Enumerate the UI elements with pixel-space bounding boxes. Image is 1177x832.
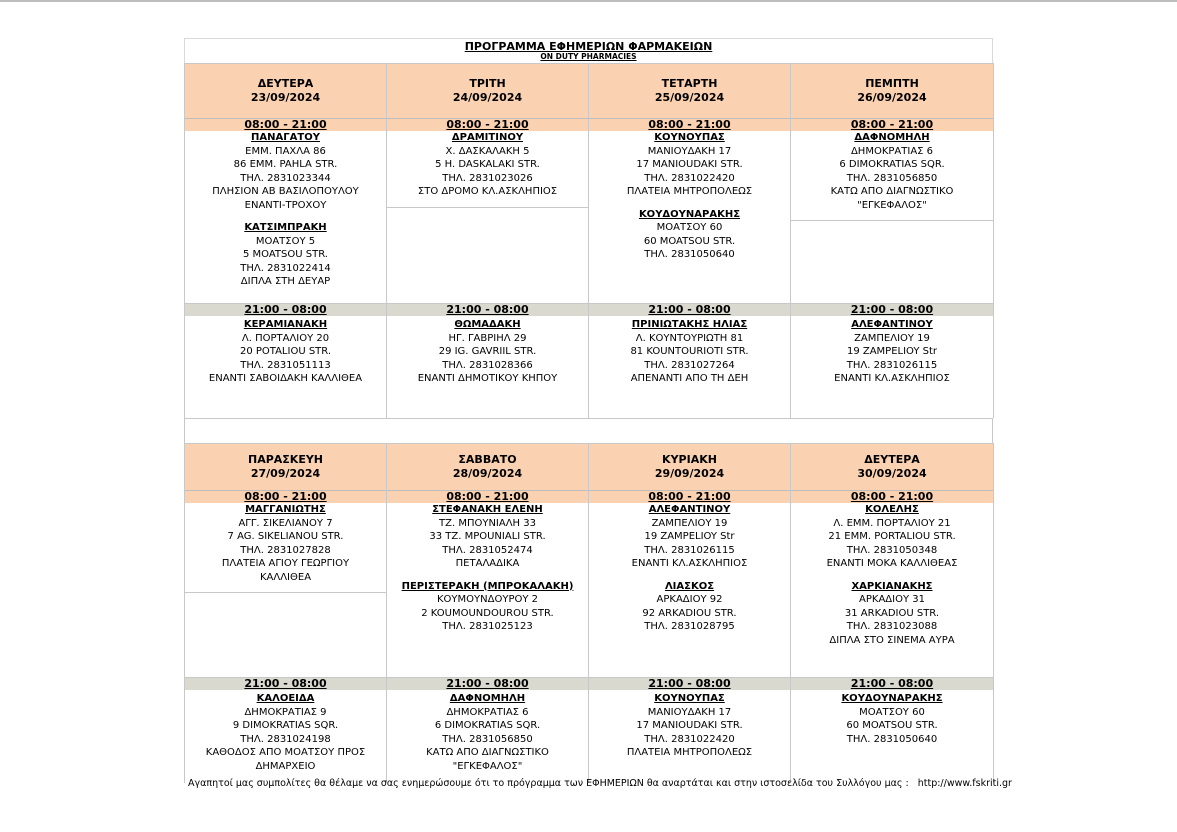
pharmacy-block: [791, 503, 993, 571]
day-column: [387, 63, 589, 418]
pharmacy-info-line: 7 AG. SIKELIANOU STR.: [227, 531, 344, 542]
pharmacy-info-line: ΑΠΕΝΑΝΤΙ ΑΠΟ ΤΗ ΔΕΗ: [630, 373, 749, 384]
pharmacy-name: ΔΑΦΝΟΜΗΛΗ: [854, 132, 930, 143]
pharmacy-info-line: 5 H. DASKALAKI STR.: [435, 159, 540, 170]
pharmacy-info-line: ΤΖ. ΜΠΟΥΝΙΑΛΗ 33: [439, 517, 536, 529]
spacer: [387, 571, 588, 580]
day-shift-cell: [387, 131, 588, 303]
pharmacy-name: ΚΕΡΑΜΙΑΝΑΚΗ: [243, 319, 328, 330]
pharmacy-info-line: 19 ZAMPELIOY Str: [644, 531, 735, 542]
day-header: [589, 63, 790, 118]
night-shift-label: 21:00 - 08:00: [387, 677, 588, 690]
pharmacy-info-line: ΜΟΑΤΣΟΥ 5: [255, 235, 316, 247]
pharmacy-info-line: ΗΓ. ΓΑΒΡΙΗΛ 29: [448, 332, 527, 344]
pharmacy-name: ΔΡΑΜΙΤΙΝΟΥ: [451, 132, 524, 143]
pharmacy-info-line: ΤΗΛ. 2831050640: [644, 249, 735, 260]
pharmacy-info-line: "ΕΓΚΕΦΑΛΟΣ": [857, 199, 927, 211]
week-2-grid: [184, 443, 993, 783]
night-shift-label: 21:00 - 08:00: [185, 303, 386, 316]
pharmacy-info-line: ΤΗΛ. 2831023026: [442, 172, 533, 184]
footer-url-link[interactable]: http://www.fskriti.gr: [917, 778, 1012, 789]
day-date: 26/09/2024: [857, 91, 927, 104]
pharmacy-info-line: ΚΟΥΜΟΥΝΔΟΥΡΟΥ 2: [437, 594, 538, 605]
pharmacy-info-line: ΠΛΑΤΕΙΑ ΑΓΙΟΥ ΓΕΩΡΓΙΟΥ: [221, 558, 350, 569]
day-date: 27/09/2024: [250, 467, 321, 480]
night-shift-label: 21:00 - 08:00: [185, 677, 386, 690]
night-shift-label: 21:00 - 08:00: [791, 303, 993, 316]
pharmacy-info-line: ΠΛΗΣΙΟΝ ΑΒ ΒΑΣΙΛΟΠΟΥΛΟΥ: [212, 186, 359, 197]
day-date: 24/09/2024: [452, 91, 523, 104]
day-header: [185, 63, 386, 118]
pharmacy-info-line: ΤΗΛ. 2831028795: [644, 621, 735, 632]
pharmacy-info-line: ΚΑΘΟΔΟΣ ΑΠΟ ΜΟΑΤΣΟΥ ΠΡΟΣ: [205, 747, 366, 758]
pharmacy-info-line: ΤΗΛ. 2831023088: [846, 621, 938, 632]
pharmacy-info-line: ΚΑΤΩ ΑΠΟ ΔΙΑΓΝΩΣΤΙΚΟ: [426, 747, 549, 758]
pharmacy-block: [589, 692, 790, 760]
pharmacy-name: ΘΩΜΑΔΑΚΗ: [454, 319, 521, 330]
pharmacy-block: [185, 318, 386, 386]
day-header: [589, 443, 790, 490]
night-shift-label: 21:00 - 08:00: [589, 303, 790, 316]
pharmacy-info-line: 5 MOATSOU STR.: [243, 249, 328, 260]
night-shift-cell: [791, 690, 993, 783]
cell-divider: [387, 207, 588, 208]
week-1-grid: [184, 63, 993, 418]
pharmacy-info-line: ΠΛΑΤΕΙΑ ΜΗΤΡΟΠΟΛΕΩΣ: [626, 186, 753, 197]
pharmacy-info-line: ΤΗΛ. 2831022420: [644, 172, 735, 184]
pharmacy-block: [387, 692, 588, 773]
day-date: 29/09/2024: [654, 467, 725, 480]
pharmacy-info-line: 19 ZAMPELIOY Str: [846, 346, 938, 357]
pharmacy-info-line: ΤΗΛ. 2831023344: [240, 172, 331, 184]
pharmacy-info-line: ΔΙΠΛΑ ΣΤΗ ΔΕΥΑΡ: [240, 276, 331, 287]
pharmacy-info-line: Λ. ΕΜΜ. ΠΟΡΤΑΛΙΟΥ 21: [833, 517, 951, 529]
day-name: ΣΑΒΒΑΤΟ: [458, 453, 517, 466]
night-shift-label: 21:00 - 08:00: [387, 303, 588, 316]
day-date: 28/09/2024: [452, 467, 523, 480]
pharmacy-block: [387, 580, 588, 634]
title-box: [184, 38, 993, 63]
spacer: [185, 212, 386, 221]
pharmacy-info-line: ΜΑΝΙΟΥΔΑΚΗ 17: [647, 145, 732, 157]
pharmacy-info-line: Χ. ΔΑΣΚΑΛΑΚΗ 5: [445, 145, 530, 157]
pharmacy-block: [791, 692, 993, 746]
night-shift-cell: [791, 316, 993, 418]
day-name: ΔΕΥΤΕΡΑ: [864, 453, 920, 466]
page-subtitle: ON DUTY PHARMACIES: [540, 52, 637, 61]
day-name: ΤΡΙΤΗ: [469, 77, 506, 90]
footer-note: [188, 778, 1012, 789]
pharmacy-info-line: ΕΝΑΝΤΙ-ΤΡΟΧΟΥ: [244, 199, 327, 211]
day-shift-label: 08:00 - 21:00: [791, 490, 993, 503]
day-column: [791, 443, 994, 783]
pharmacy-info-line: 21 EMM. PORTALIOU STR.: [828, 531, 956, 542]
pharmacy-info-line: ΕΜΜ. ΠΑΧΛΑ 86: [245, 145, 326, 157]
pharmacy-info-line: ΖΑΜΠΕΛΙΟΥ 19: [854, 332, 930, 344]
pharmacy-name: ΛΙΑΣΚΟΣ: [664, 580, 715, 592]
pharmacy-info-line: ΚΑΛΛΙΘΕΑ: [259, 571, 312, 583]
pharmacy-block: [387, 318, 588, 386]
night-shift-label: 21:00 - 08:00: [791, 677, 993, 690]
pharmacy-info-line: ΠΕΤΑΛΑΔΙΚΑ: [455, 558, 520, 569]
pharmacy-block: [589, 131, 790, 199]
day-header: [387, 63, 588, 118]
pharmacy-info-line: ΤΗΛ. 2831056850: [846, 172, 938, 184]
pharmacy-info-line: Λ. ΠΟΡΤΑΛΙΟΥ 20: [241, 332, 330, 344]
pharmacy-name: ΚΟΥΔΟΥΝΑΡΑΚΗΣ: [841, 693, 943, 704]
cell-divider: [185, 592, 386, 593]
pharmacy-name: ΠΑΝΑΓΑΤΟΥ: [251, 132, 320, 143]
day-name: ΔΕΥΤΕΡΑ: [257, 77, 314, 90]
pharmacy-info-line: ΑΡΚΑΔΙΟΥ 31: [859, 594, 925, 605]
pharmacy-info-line: 9 DIMOKRATIAS SQR.: [232, 720, 339, 731]
pharmacy-name: ΚΟΛΕΛΗΣ: [865, 504, 919, 515]
pharmacy-block: [185, 503, 386, 584]
pharmacy-info-line: 92 ARKADIOU STR.: [642, 607, 737, 619]
pharmacy-block: [387, 131, 588, 199]
day-header: [791, 443, 993, 490]
pharmacy-info-line: 60 MOATSOU STR.: [846, 720, 938, 731]
pharmacy-info-line: ΕΝΑΝΤΙ ΔΗΜΟΤΙΚΟΥ ΚΗΠΟΥ: [417, 373, 558, 384]
pharmacy-info-line: ΔΗΜΟΚΡΑΤΙΑΣ 6: [850, 145, 934, 157]
day-column: [589, 63, 791, 418]
day-column: [185, 443, 387, 783]
pharmacy-info-line: ΤΗΛ. 2831056850: [442, 733, 533, 745]
pharmacy-name: ΚΑΤΣΙΜΠΡΑΚΗ: [244, 222, 327, 233]
pharmacy-info-line: ΕΝΑΝΤΙ ΚΛ.ΑΣΚΛΗΠΙΟΣ: [834, 373, 950, 384]
night-shift-cell: [185, 316, 386, 418]
pharmacy-info-line: 29 IG. GAVRIIL STR.: [438, 346, 537, 357]
pharmacy-info-line: ΤΗΛ. 2831026115: [846, 359, 938, 371]
pharmacy-info-line: ΔΗΜΟΚΡΑΤΙΑΣ 6: [446, 706, 529, 718]
pharmacy-info-line: ΤΗΛ. 2831051113: [240, 359, 331, 371]
pharmacy-info-line: 6 DIMOKRATIAS SQR.: [839, 159, 945, 170]
pharmacy-info-line: ΜΟΑΤΣΟΥ 60: [656, 222, 723, 233]
pharmacy-info-line: ΤΗΛ. 2831022414: [240, 262, 331, 274]
day-name: ΠΕΜΠΤΗ: [865, 77, 919, 90]
day-shift-cell: [589, 131, 790, 303]
pharmacy-info-line: ΠΛΑΤΕΙΑ ΜΗΤΡΟΠΟΛΕΩΣ: [626, 747, 753, 758]
pharmacy-name: ΠΕΡΙΣΤΕΡΑΚΗ (ΜΠΡΟΚΑΛΑΚΗ): [401, 580, 574, 592]
page-title: ΠΡΟΓΡΑΜΜΑ ΕΦΗΜΕΡΙΩΝ ΦΑΡΜΑΚΕΙΩΝ: [464, 40, 713, 53]
pharmacy-info-line: ΖΑΜΠΕΛΙΟΥ 19: [651, 517, 728, 529]
pharmacy-name: ΚΟΥΔΟΥΝΑΡΑΚΗΣ: [638, 208, 741, 220]
spacer: [589, 571, 790, 580]
day-date: 25/09/2024: [654, 91, 725, 104]
pharmacy-info-line: ΤΗΛ. 2831025123: [442, 621, 533, 632]
pharmacy-name: ΚΟΥΝΟΥΠΑΣ: [654, 132, 725, 143]
pharmacy-info-line: ΜΟΑΤΣΟΥ 60: [859, 706, 925, 718]
pharmacy-name: ΑΛΕΦΑΝΤΙΝΟΥ: [648, 504, 731, 515]
cell-divider: [791, 220, 993, 221]
day-date: 30/09/2024: [857, 467, 927, 480]
pharmacy-info-line: "ΕΓΚΕΦΑΛΟΣ": [452, 760, 523, 772]
pharmacy-info-line: 6 DIMOKRATIAS SQR.: [434, 720, 541, 731]
day-name: ΠΑΡΑΣΚΕΥΗ: [247, 453, 324, 466]
day-shift-label: 08:00 - 21:00: [387, 118, 588, 131]
pharmacy-info-line: ΤΗΛ. 2831050640: [846, 733, 938, 745]
day-date: 23/09/2024: [250, 91, 321, 104]
footer-text: Αγαπητοί μας συμπολίτες θα θέλαμε να σας ενημερώσουμε ότι το πρόγραμμα των ΕΦΗΜΕΡΙΩΝ θα αναρτάται και στην ιστοσελίδα του Συλλόγου μας :: [188, 778, 909, 789]
pharmacy-info-line: Λ. ΚΟΥΝΤΟΥΡΙΩΤΗ 81: [635, 332, 744, 344]
pharmacy-block: [185, 221, 386, 289]
pharmacy-info-line: 20 POTALIOU STR.: [239, 346, 332, 357]
pharmacy-block: [185, 131, 386, 212]
pharmacy-info-line: ΤΗΛ. 2831050348: [846, 544, 938, 556]
day-shift-cell: [185, 503, 386, 677]
night-shift-cell: [185, 690, 386, 783]
pharmacy-info-line: ΣΤΟ ΔΡΟΜΟ ΚΛ.ΑΣΚΛΗΠΙΟΣ: [417, 186, 558, 197]
pharmacy-info-line: ΜΑΝΙΟΥΔΑΚΗ 17: [647, 706, 732, 718]
day-name: ΚΥΡΙΑΚΗ: [662, 453, 717, 466]
day-shift-label: 08:00 - 21:00: [589, 118, 790, 131]
day-column: [589, 443, 791, 783]
pharmacy-info-line: 31 ARKADIOU STR.: [844, 607, 940, 619]
day-shift-label: 08:00 - 21:00: [387, 490, 588, 503]
pharmacy-info-line: 86 ΕΜΜ. PAHLA STR.: [233, 159, 338, 170]
pharmacy-info-line: ΕΝΑΝΤΙ ΜΟΚΑ ΚΑΛΛΙΘΕΑΣ: [826, 558, 958, 569]
day-shift-label: 08:00 - 21:00: [791, 118, 993, 131]
pharmacy-info-line: 81 KOUNTOURIOTI STR.: [630, 346, 749, 357]
day-shift-cell: [589, 503, 790, 677]
pharmacy-info-line: 2 KOUMOUNDOUROU STR.: [421, 607, 554, 619]
pharmacy-name: ΧΑΡΚΙΑΝΑΚΗΣ: [851, 580, 933, 592]
pharmacy-block: [589, 208, 790, 262]
spacer: [791, 571, 993, 580]
day-shift-cell: [791, 503, 993, 677]
pharmacy-info-line: ΤΗΛ. 2831024198: [240, 733, 331, 745]
pharmacy-block: [791, 318, 993, 386]
pharmacy-info-line: ΚΑΤΩ ΑΠΟ ΔΙΑΓΝΩΣΤΙΚΟ: [830, 186, 954, 197]
pharmacy-name: ΠΡΙΝΙΩΤΑΚΗΣ ΗΛΙΑΣ: [631, 319, 748, 330]
pharmacy-name: ΚΟΥΝΟΥΠΑΣ: [654, 693, 725, 704]
day-shift-label: 08:00 - 21:00: [185, 118, 386, 131]
pharmacy-info-line: ΤΗΛ. 2831027828: [240, 544, 331, 556]
pharmacy-info-line: 17 MANIOUDAKI STR.: [636, 720, 743, 731]
pharmacy-name: ΣΤΕΦΑΝΑΚΗ ΕΛΕΝΗ: [432, 504, 543, 515]
pharmacy-info-line: ΔΗΜΟΚΡΑΤΙΑΣ 9: [244, 706, 327, 718]
pharmacy-info-line: ΑΡΚΑΔΙΟΥ 92: [656, 594, 723, 605]
night-shift-cell: [387, 690, 588, 783]
pharmacy-info-line: ΕΝΑΝΤΙ ΚΛ.ΑΣΚΛΗΠΙΟΣ: [631, 558, 748, 569]
pharmacy-name: ΔΑΦΝΟΜΗΛΗ: [449, 693, 526, 704]
pharmacy-info-line: 33 TZ. MPOUNIALI STR.: [429, 531, 546, 542]
night-shift-cell: [589, 690, 790, 783]
pharmacy-info-line: 60 MOATSOU STR.: [643, 235, 736, 247]
pharmacy-info-line: ΕΝΑΝΤΙ ΣΑΒΟΙΔΑΚΗ ΚΑΛΛΙΘΕΑ: [208, 373, 363, 384]
day-header: [387, 443, 588, 490]
pharmacy-info-line: ΤΗΛ. 2831026115: [644, 544, 735, 556]
day-column: [185, 63, 387, 418]
pharmacy-info-line: ΔΙΠΛΑ ΣΤΟ ΣΙΝΕΜΑ ΑΥΡΑ: [829, 634, 955, 646]
night-shift-cell: [387, 316, 588, 418]
pharmacy-block: [589, 318, 790, 386]
pharmacy-info-line: ΑΓΓ. ΣΙΚΕΛΙΑΝΟΥ 7: [238, 517, 333, 529]
pharmacy-info-line: ΤΗΛ. 2831028366: [442, 359, 533, 371]
pharmacy-name: ΑΛΕΦΑΝΤΙΝΟΥ: [851, 319, 933, 330]
day-column: [387, 443, 589, 783]
pharmacy-info-line: ΤΗΛ. 2831052474: [442, 544, 533, 556]
day-shift-cell: [791, 131, 993, 303]
day-shift-cell: [387, 503, 588, 677]
schedule-sheet: [184, 38, 993, 783]
day-header: [185, 443, 386, 490]
day-name: ΤΕΤΑΡΤΗ: [661, 77, 718, 90]
day-shift-cell: [185, 131, 386, 303]
day-shift-label: 08:00 - 21:00: [185, 490, 386, 503]
day-header: [791, 63, 993, 118]
day-column: [791, 63, 994, 418]
night-shift-label: 21:00 - 08:00: [589, 677, 790, 690]
pharmacy-block: [387, 503, 588, 571]
pharmacy-block: [185, 692, 386, 773]
week-gap: [184, 418, 993, 443]
spacer: [589, 199, 790, 208]
pharmacy-block: [791, 131, 993, 212]
pharmacy-info-line: ΤΗΛ. 2831027264: [644, 359, 735, 371]
pharmacy-info-line: ΤΗΛ. 2831022420: [644, 733, 735, 745]
pharmacy-block: [589, 580, 790, 634]
pharmacy-block: [589, 503, 790, 571]
top-border-line: [0, 0, 1177, 2]
pharmacy-name: ΚΑΛΟΕΙΔΑ: [256, 693, 315, 704]
pharmacy-info-line: 17 MANIOUDAKI STR.: [636, 159, 743, 170]
day-shift-label: 08:00 - 21:00: [589, 490, 790, 503]
pharmacy-name: ΜΑΓΓΑΝΙΩΤΗΣ: [245, 504, 326, 515]
night-shift-cell: [589, 316, 790, 418]
pharmacy-block: [791, 580, 993, 648]
pharmacy-info-line: ΔΗΜΑΡΧΕΙΟ: [255, 760, 316, 772]
